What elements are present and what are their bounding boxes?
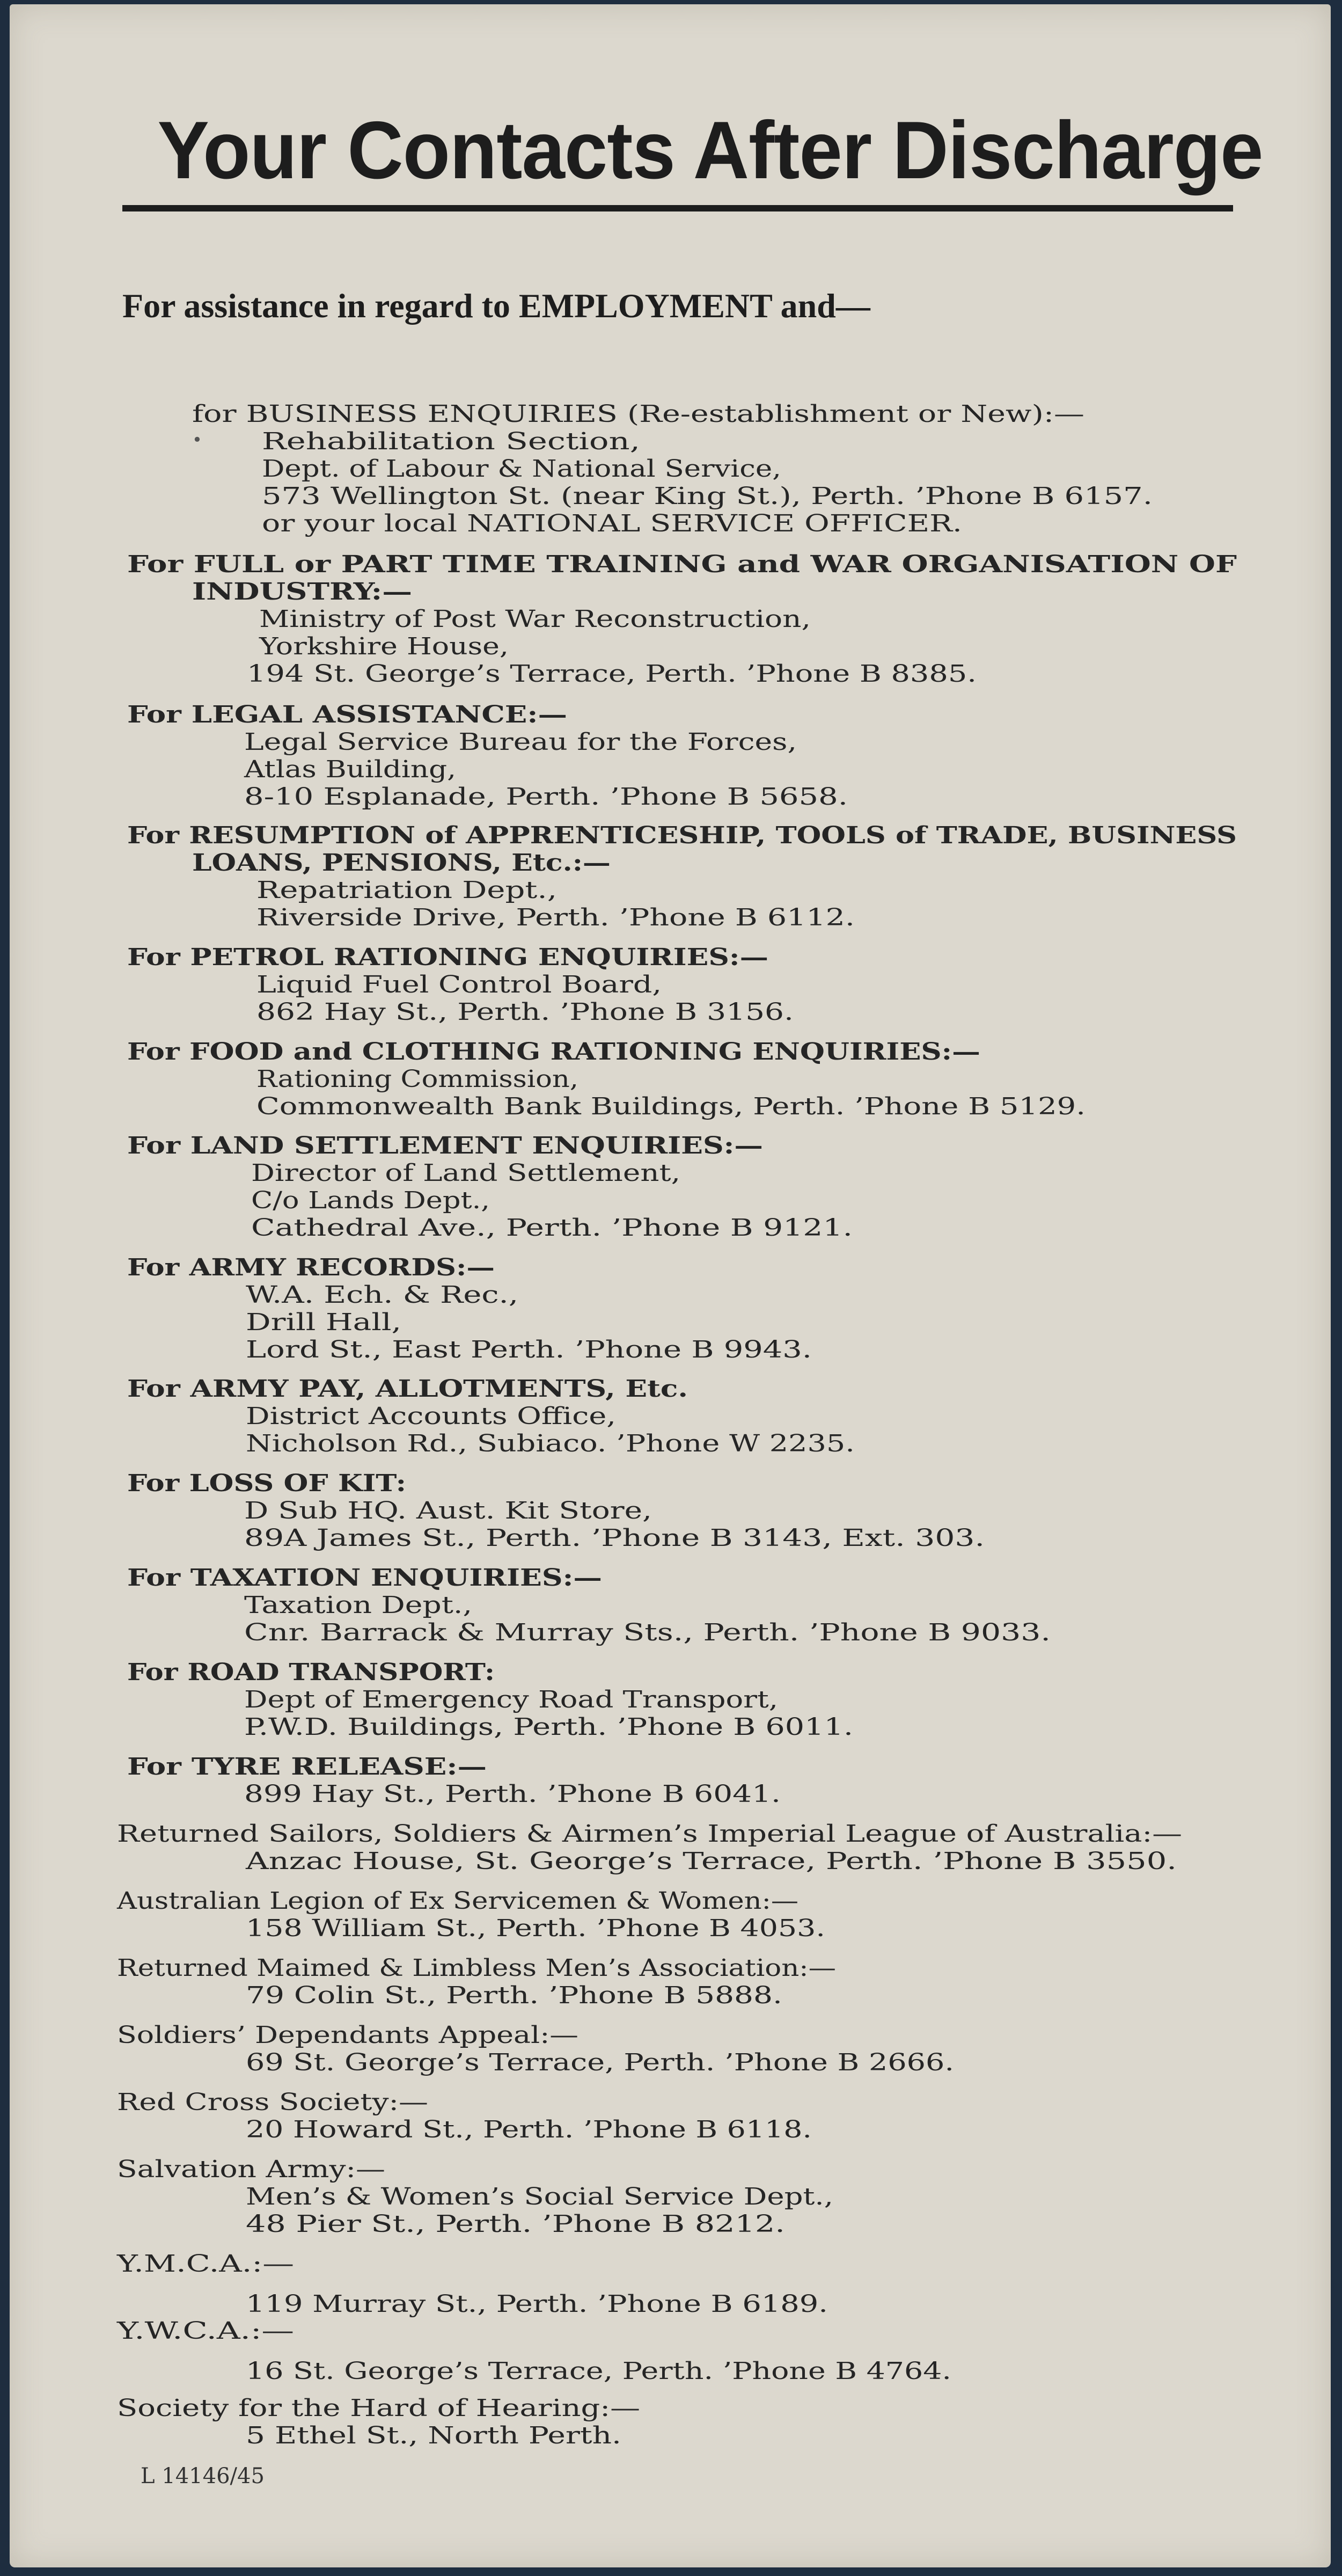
contact-line: For LAND SETTLEMENT ENQUIRIES:—: [127, 1132, 763, 1159]
contact-line: Y.W.C.A.:—: [117, 2317, 294, 2345]
contact-line: P.W.D. Buildings, Perth. ’Phone B 6011.: [244, 1713, 853, 1741]
contact-line: Atlas Building,: [244, 756, 456, 783]
contact-line: or your local NATIONAL SERVICE OFFICER.: [262, 510, 962, 537]
contact-line: For PETROL RATIONING ENQUIRIES:—: [127, 944, 768, 971]
contact-line: D Sub HQ. Aust. Kit Store,: [244, 1497, 652, 1524]
contact-line: 158 William St., Perth. ’Phone B 4053.: [246, 1915, 825, 1942]
contact-line: for BUSINESS ENQUIRIES (Re-establishment or New):—: [192, 400, 1084, 428]
contact-line: For LEGAL ASSISTANCE:—: [127, 701, 567, 728]
contact-line: LOANS, PENSIONS, Etc.:—: [192, 849, 611, 877]
contact-line: For ARMY PAY, ALLOTMENTS, Etc.: [127, 1375, 688, 1403]
contact-line: Cnr. Barrack & Murray Sts., Perth. ’Phone B 9033.: [244, 1619, 1051, 1646]
contact-line: 89A James St., Perth. ’Phone B 3143, Ext. 303.: [244, 1524, 985, 1552]
document-code: L 14146/45: [141, 2464, 265, 2489]
contact-line: 8-10 Esplanade, Perth. ’Phone B 5658.: [244, 783, 848, 811]
contact-line: 16 St. George’s Terrace, Perth. ’Phone B 4764.: [246, 2358, 951, 2385]
contact-line: Cathedral Ave., Perth. ’Phone B 9121.: [251, 1214, 853, 1242]
contact-line: For TAXATION ENQUIRIES:—: [127, 1564, 602, 1592]
contact-line: Australian Legion of Ex Servicemen & Women:—: [117, 1887, 798, 1915]
contact-line: 119 Murray St., Perth. ’Phone B 6189.: [246, 2290, 828, 2318]
title-underline: [122, 205, 1233, 211]
contact-line: Anzac House, St. George’s Terrace, Perth. ’Phone B 3550.: [246, 1848, 1177, 1875]
contact-line: Ministry of Post War Reconstruction,: [259, 605, 811, 633]
contact-line: District Accounts Office,: [246, 1403, 616, 1430]
contact-line: Drill Hall,: [246, 1309, 401, 1336]
contact-line: Commonwealth Bank Buildings, Perth. ’Phone B 5129.: [256, 1093, 1086, 1120]
contact-line: For LOSS OF KIT:: [127, 1470, 406, 1497]
contact-line: 48 Pier St., Perth. ’Phone B 8212.: [246, 2210, 785, 2238]
contact-line: 573 Wellington St. (near King St.), Perth. ’Phone B 6157.: [262, 483, 1153, 510]
contact-line: 79 Colin St., Perth. ’Phone B 5888.: [246, 1982, 782, 2009]
contact-line: Dept. of Labour & National Service,: [262, 455, 781, 483]
contact-line: 862 Hay St., Perth. ’Phone B 3156.: [256, 998, 794, 1026]
contact-line: Salvation Army:—: [117, 2156, 385, 2183]
page-subtitle: For assistance in regard to EMPLOYMENT and—: [122, 287, 870, 325]
contact-line: Director of Land Settlement,: [251, 1159, 680, 1187]
contact-line: W.A. Ech. & Rec.,: [246, 1281, 518, 1309]
contact-line: Rehabilitation Section,: [262, 428, 640, 455]
contact-line: Repatriation Dept.,: [256, 877, 557, 904]
contact-line: Y.M.C.A.:—: [117, 2250, 294, 2278]
contact-line: For ROAD TRANSPORT:: [127, 1659, 495, 1686]
contact-line: Men’s & Women’s Social Service Dept.,: [246, 2183, 833, 2210]
contact-line: INDUSTRY:—: [192, 578, 412, 605]
contact-line: Lord St., East Perth. ’Phone B 9943.: [246, 1336, 812, 1363]
contact-line: Legal Service Bureau for the Forces,: [244, 728, 797, 756]
contact-line: 194 St. George’s Terrace, Perth. ’Phone B 8385.: [247, 660, 977, 688]
contact-line: 899 Hay St., Perth. ’Phone B 6041.: [244, 1780, 781, 1808]
contact-line: For TYRE RELEASE:—: [127, 1753, 487, 1780]
contact-line: Dept of Emergency Road Transport,: [244, 1686, 778, 1713]
contact-line: Returned Maimed & Limbless Men’s Association:—: [117, 1954, 836, 1982]
contact-line: C/o Lands Dept.,: [251, 1187, 490, 1214]
contact-line: For RESUMPTION of APPRENTICESHIP, TOOLS of TRADE, BUSINESS: [127, 822, 1237, 849]
contact-line: Rationing Commission,: [256, 1066, 578, 1093]
contact-line: 20 Howard St., Perth. ’Phone B 6118.: [246, 2116, 812, 2143]
page-title: Your Contacts After Discharge: [157, 105, 1263, 196]
contact-line: 69 St. George’s Terrace, Perth. ’Phone B 2666.: [246, 2049, 954, 2076]
contact-line: Soldiers’ Dependants Appeal:—: [117, 2022, 578, 2049]
contact-line: Nicholson Rd., Subiaco. ’Phone W 2235.: [246, 1430, 855, 1457]
contact-line: For FOOD and CLOTHING RATIONING ENQUIRIES:—: [127, 1038, 980, 1066]
contact-line: For ARMY RECORDS:—: [127, 1254, 495, 1281]
contact-line: Liquid Fuel Control Board,: [256, 971, 662, 998]
bullet-mark: •: [192, 429, 202, 450]
contact-line: Yorkshire House,: [259, 633, 509, 660]
contact-line: Red Cross Society:—: [117, 2089, 428, 2116]
contact-line: Returned Sailors, Soldiers & Airmen’s Imperial League of Australia:—: [117, 1820, 1182, 1848]
contact-line: Riverside Drive, Perth. ’Phone B 6112.: [256, 904, 855, 931]
contact-line: For FULL or PART TIME TRAINING and WAR ORGANISATION OF: [127, 551, 1237, 578]
contact-line: Taxation Dept.,: [244, 1592, 472, 1619]
contact-line: 5 Ethel St., North Perth.: [246, 2422, 621, 2449]
contact-line: Society for the Hard of Hearing:—: [117, 2395, 640, 2422]
